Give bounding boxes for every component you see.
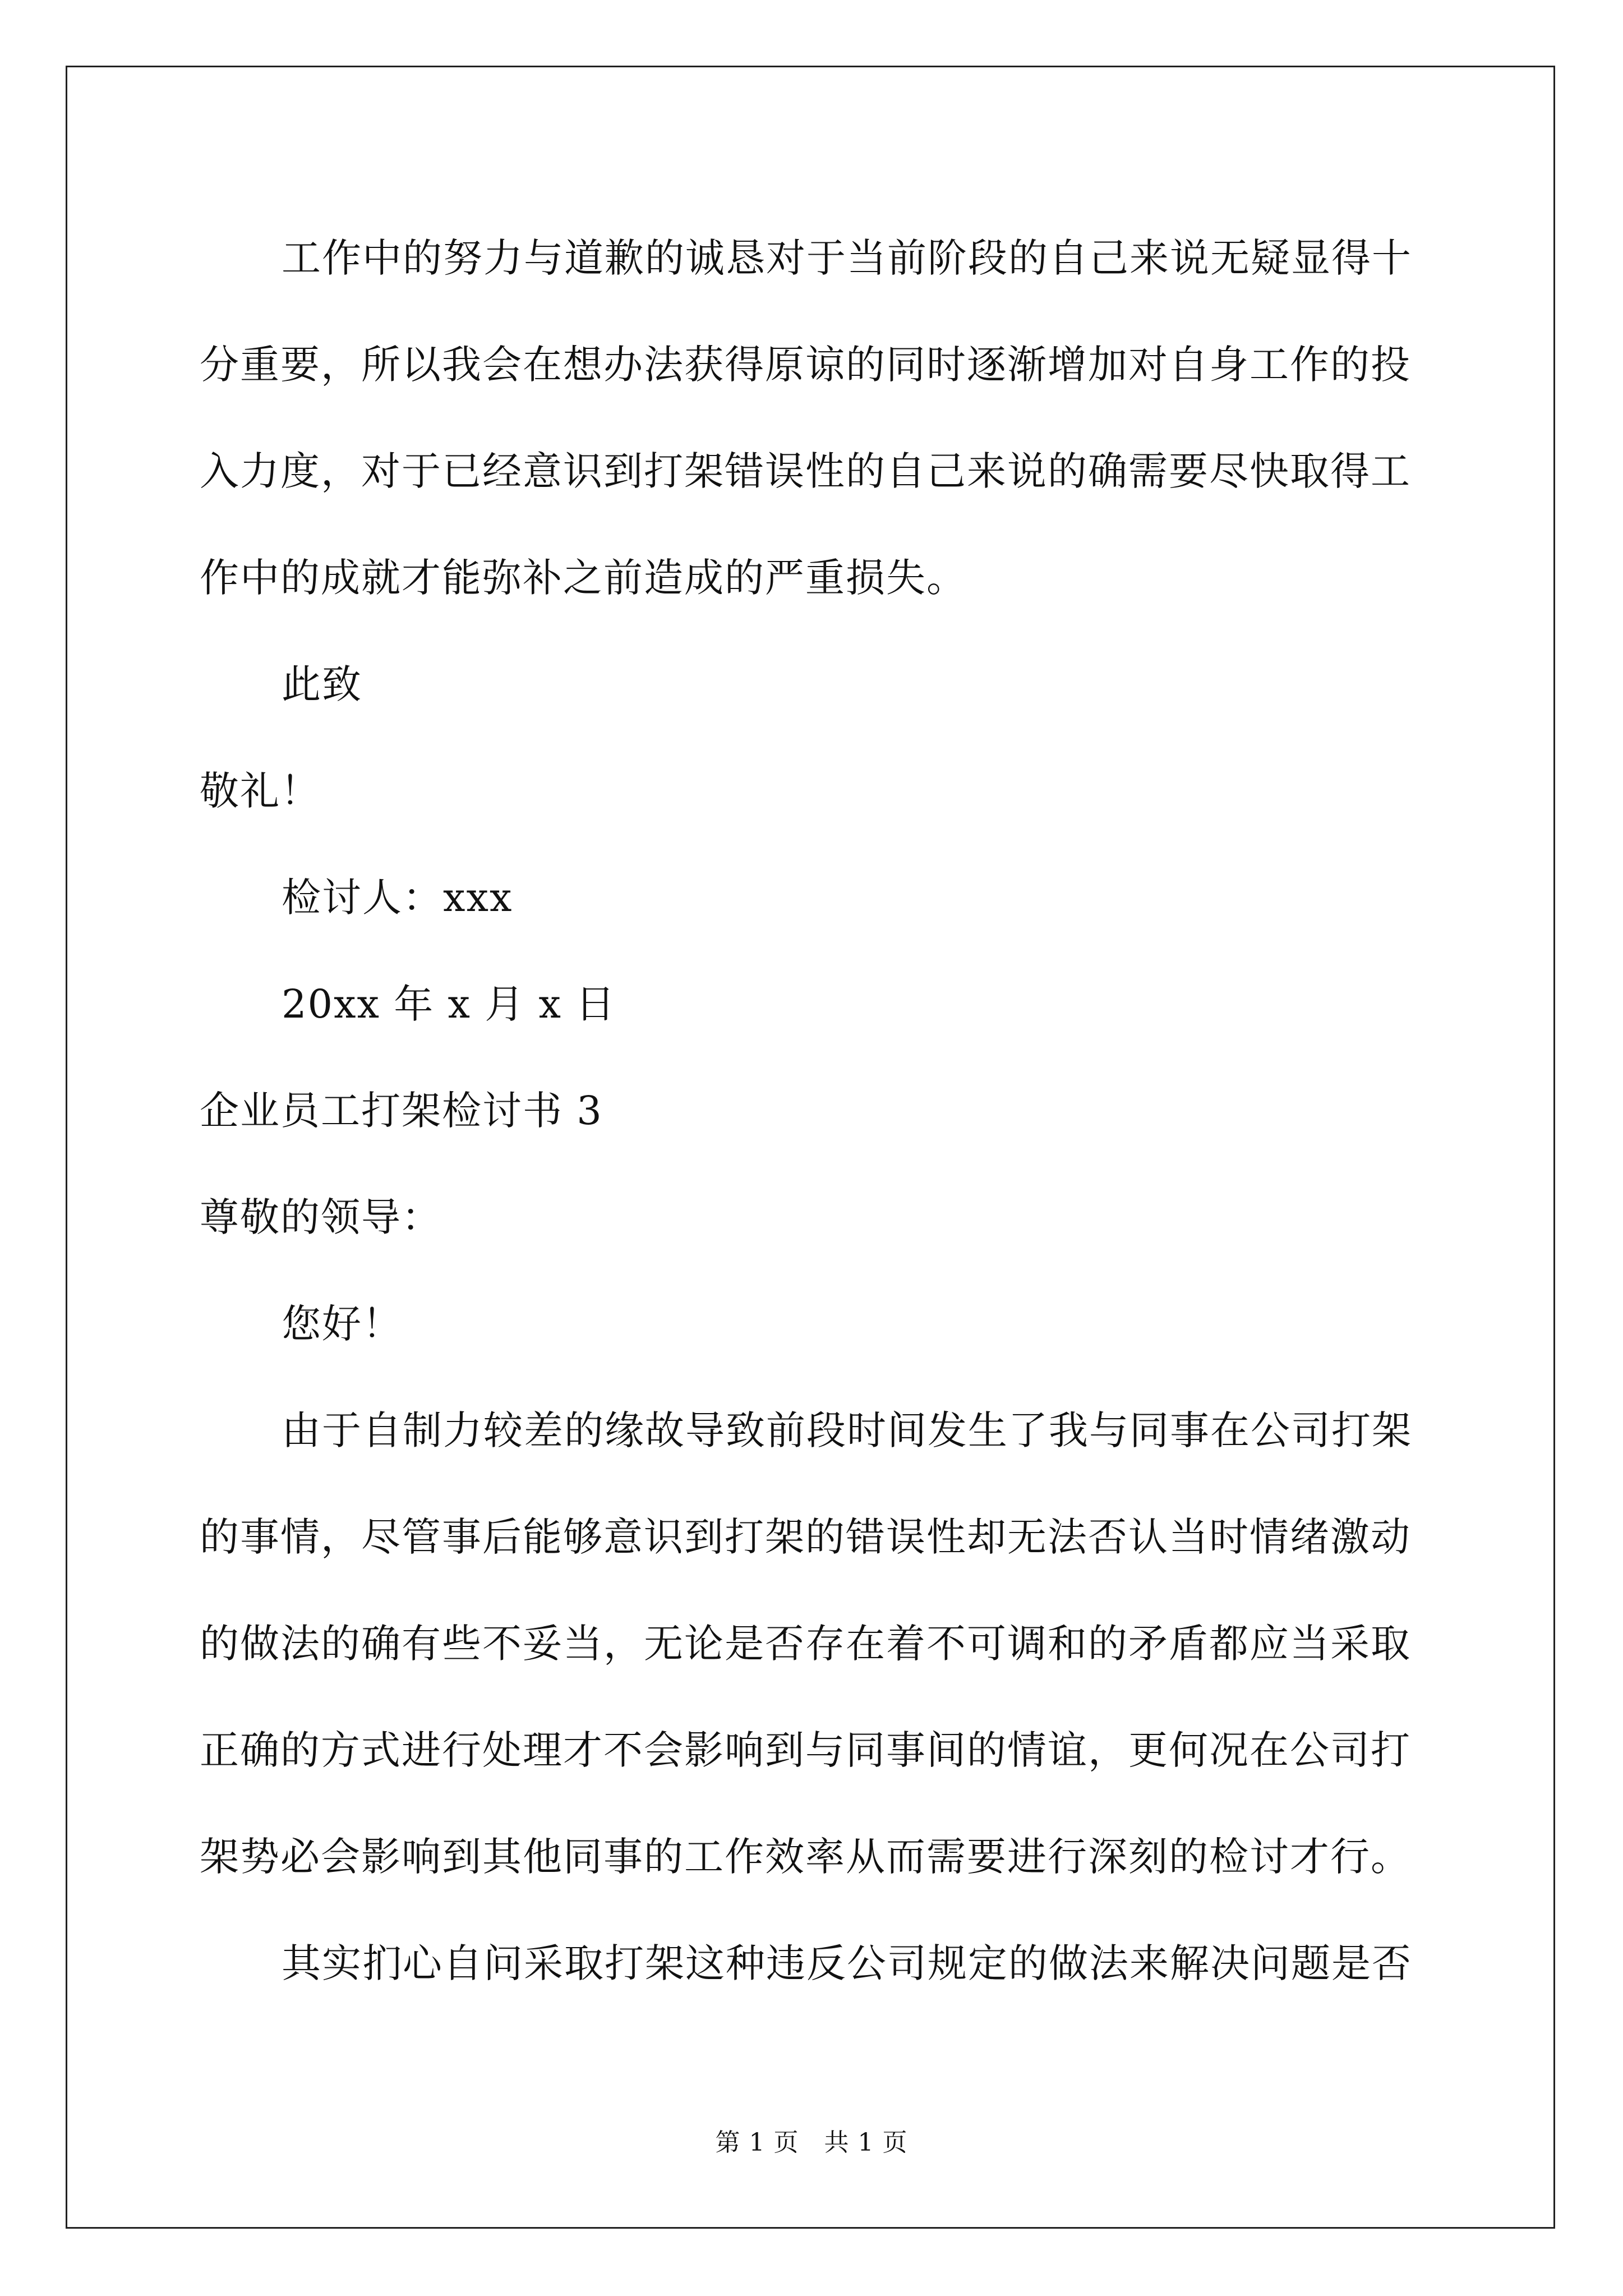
greeting-hello: 您好！ [282,1301,403,1347]
closing-salutation: 此致 [282,661,362,707]
body-line-4: 作中的成就才能弥补之前造成的严重损失。 [200,555,967,601]
body-line-5: 由于自制力较差的缘故导致前段时间发生了我与同事在公司打架 [282,1407,1412,1453]
greeting-addressee: 尊敬的领导： [200,1194,442,1240]
body-line-3: 入力度，对于已经意识到打架错误性的自己来说的确需要尽快取得工 [200,448,1411,494]
body-line-7: 的做法的确有些不妥当，无论是否存在着不可调和的矛盾都应当采取 [200,1621,1411,1667]
body-line-9: 架势必会影响到其他同事的工作效率从而需要进行深刻的检讨才行。 [200,1834,1411,1880]
closing-respect: 敬礼！ [200,768,321,814]
date-line: 20xx 年 x 月 x 日 [282,981,616,1027]
page-footer: 第 1 页 共 1 页 [715,2128,908,2157]
body-line-8: 正确的方式进行处理才不会影响到与同事间的情谊，更何况在公司打 [200,1727,1411,1773]
body-line-1: 工作中的努力与道歉的诚恳对于当前阶段的自己来说无疑显得十 [282,235,1412,281]
body-line-2: 分重要，所以我会在想办法获得原谅的同时逐渐增加对自身工作的投 [200,342,1411,388]
signer-line: 检讨人：xxx [282,875,513,921]
document-body [200,205,1433,2017]
section-title: 企业员工打架检讨书 3 [200,1088,603,1134]
body-line-6: 的事情，尽管事后能够意识到打架的错误性却无法否认当时情绪激动 [200,1514,1411,1560]
body-line-10: 其实扪心自问采取打架这种违反公司规定的做法来解决问题是否 [282,1940,1412,1986]
